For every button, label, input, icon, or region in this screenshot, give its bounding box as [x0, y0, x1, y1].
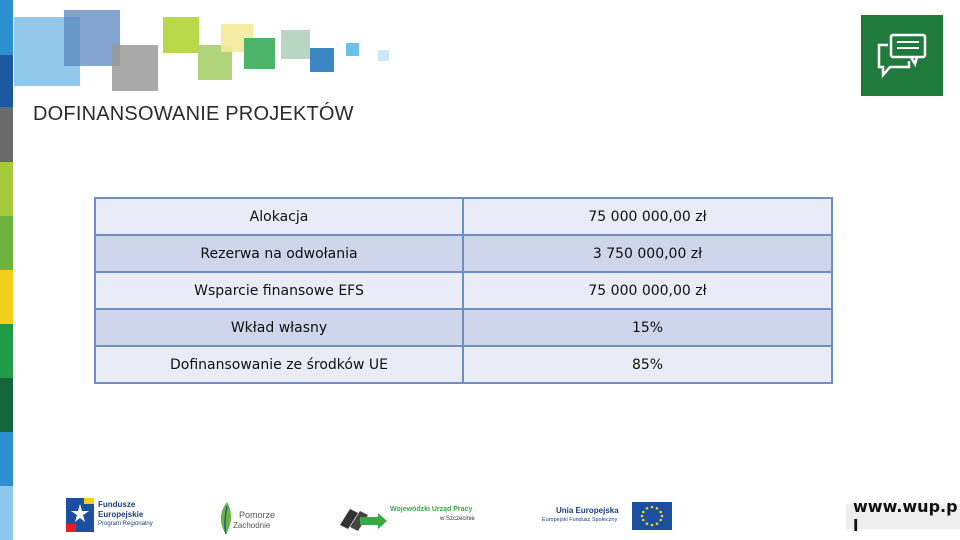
pomorze-zachodnie-logo	[213, 494, 293, 536]
row-value: 3 750 000,00 zł	[463, 235, 832, 272]
page-title: DOFINANSOWANIE PROJEKTÓW	[33, 103, 354, 125]
table-row	[95, 346, 832, 383]
table-row	[95, 235, 832, 272]
row-value: 75 000 000,00 zł	[463, 272, 832, 309]
unia-europejska-logo	[540, 494, 680, 536]
row-label: Wkład własny	[95, 309, 463, 346]
wup-line2: w Szczecinie	[440, 516, 475, 522]
comment-button[interactable]	[861, 15, 943, 96]
row-label: Rezerwa na odwołania	[95, 235, 463, 272]
ue-line2: Europejski Fundusz Społeczny	[542, 517, 618, 523]
row-label: Alokacja	[95, 198, 463, 235]
comment-bubbles-icon	[875, 33, 929, 79]
pomorze-line2: Zachodnie	[233, 521, 271, 530]
funding-table	[94, 197, 833, 384]
eu-funds-star-icon	[66, 496, 96, 536]
ue-line1: Unia Europejska	[556, 506, 619, 515]
row-label: Dofinansowanie ze środków UE	[95, 346, 463, 383]
row-value: 15%	[463, 309, 832, 346]
fundusze-line2: Europejskie	[98, 510, 144, 519]
leaf-icon	[215, 500, 237, 536]
wup-szczecin-logo	[336, 494, 486, 536]
wup-line1: Wojewódzki Urząd Pracy	[390, 506, 473, 513]
row-label: Wsparcie finansowe EFS	[95, 272, 463, 309]
fundusze-europejskie-logo	[60, 494, 170, 536]
left-color-stripe	[0, 0, 13, 540]
table-row	[95, 272, 832, 309]
table-row	[95, 309, 832, 346]
pomorze-line1: Pomorze	[239, 510, 276, 520]
row-value: 85%	[463, 346, 832, 383]
table-row	[95, 198, 832, 235]
footer-logos	[60, 494, 700, 536]
row-value: 75 000 000,00 zł	[463, 198, 832, 235]
fundusze-line1: Fundusze	[98, 500, 136, 509]
eu-flag-icon	[632, 502, 672, 530]
fundusze-line3: Program Regionalny	[98, 521, 153, 527]
website-link[interactable]: www.wup.pl	[853, 497, 958, 535]
wup-arrow-icon	[338, 503, 388, 533]
